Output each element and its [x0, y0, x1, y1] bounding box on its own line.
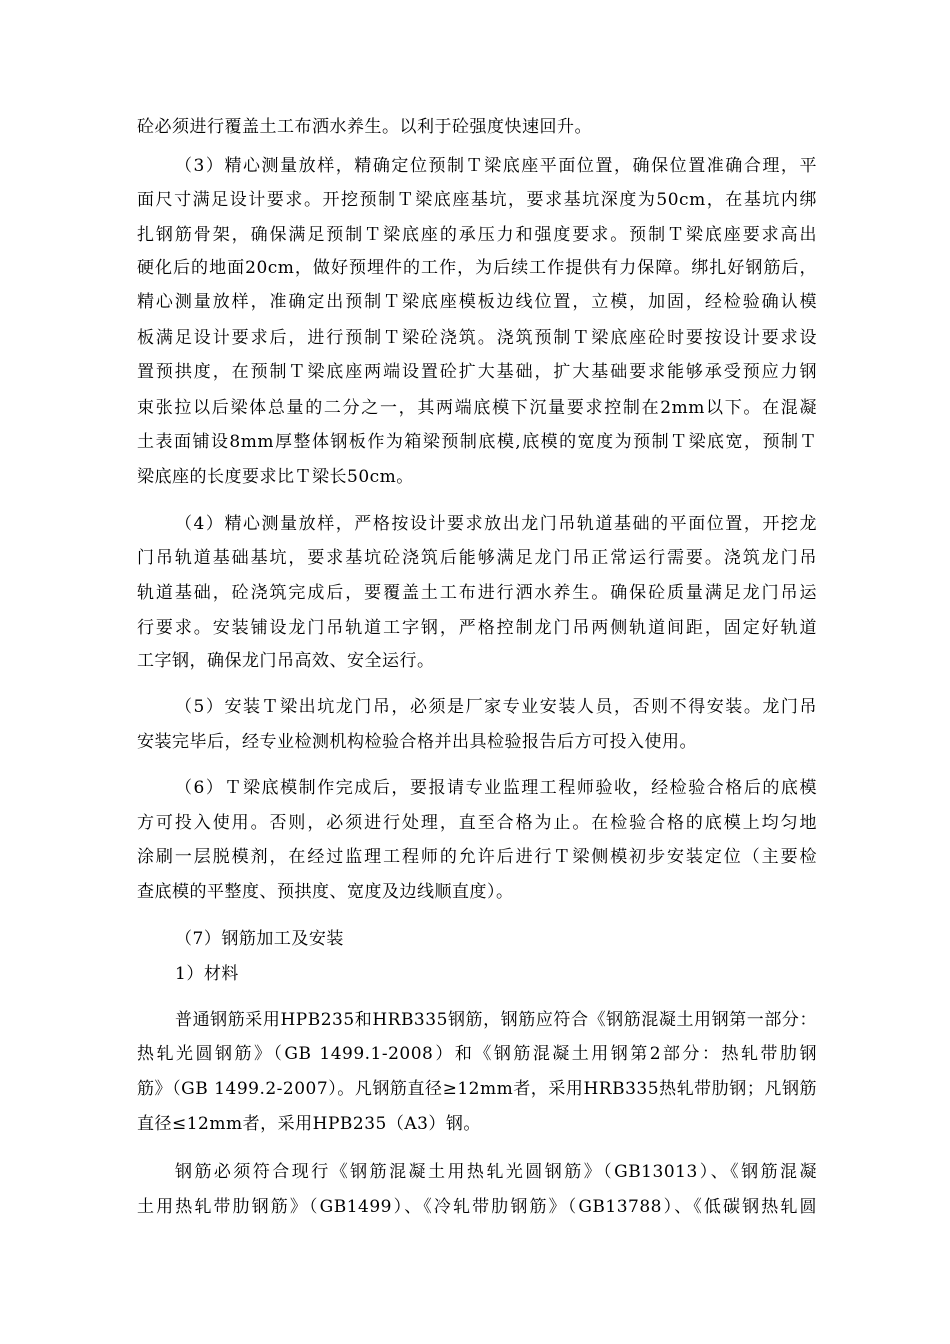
- text-line: （3）精心测量放样，精确定位预制Ｔ梁底座平面位置，确保位置准确合理，平: [175, 156, 817, 176]
- text-line: 精心测量放样，准确定出预制Ｔ梁底座模板边线位置，立模，加固，经检验确认模: [137, 292, 817, 312]
- text-line: 土用热轧带肋钢筋》（GB1499）、《冷轧带肋钢筋》（GB13788）、《低碳钢热轧圆: [137, 1197, 817, 1217]
- text-line: （5）安装Ｔ梁出坑龙门吊，必须是厂家专业安装人员，否则不得安装。龙门吊: [175, 697, 817, 717]
- text-line: 涂刷一层脱模剂，在经过监理工程师的允许后进行Ｔ梁侧模初步安装定位（主要检: [137, 847, 817, 867]
- text-line: 束张拉以后梁体总量的二分之一，其两端底模下沉量要求控制在2mm以下。在混凝: [137, 398, 817, 418]
- text-line: 普通钢筋采用HPB235和HRB335钢筋，钢筋应符合《钢筋混凝土用钢第一部分：: [175, 1010, 817, 1030]
- text-line: 门吊轨道基础基坑，要求基坑砼浇筑后能够满足龙门吊正常运行需要。浇筑龙门吊: [137, 548, 817, 568]
- text-line: 行要求。安装铺设龙门吊轨道工字钢，严格控制龙门吊两侧轨道间距，固定好轨道: [137, 618, 817, 638]
- text-line: 钢筋必须符合现行《钢筋混凝土用热轧光圆钢筋》（GB13013）、《钢筋混凝: [175, 1162, 817, 1182]
- text-line: 砼必须进行覆盖土工布洒水养生。以利于砼强度快速回升。: [137, 117, 592, 137]
- text-line: 轨道基础，砼浇筑完成后，要覆盖土工布进行洒水养生。确保砼质量满足龙门吊运: [137, 583, 817, 603]
- text-line: 梁底座的长度要求比Ｔ梁长50cm。: [137, 467, 414, 487]
- text-line: （6）Ｔ梁底模制作完成后，要报请专业监理工程师验收，经检验合格后的底模: [175, 778, 817, 798]
- text-line: 方可投入使用。否则，必须进行处理，直至合格为止。在检验合格的底模上均匀地: [137, 813, 817, 833]
- text-line: 安装完毕后，经专业检测机构检验合格并出具检验报告后方可投入使用。: [137, 732, 697, 752]
- text-line: （4）精心测量放样，严格按设计要求放出龙门吊轨道基础的平面位置，开挖龙: [175, 514, 817, 534]
- text-line: 工字钢，确保龙门吊高效、安全运行。: [137, 651, 435, 671]
- text-line: 硬化后的地面20cm，做好预埋件的工作，为后续工作提供有力保障。绑扎好钢筋后，: [137, 258, 817, 278]
- text-line: 1）材料: [175, 964, 239, 984]
- text-line: 面尺寸满足设计要求。开挖预制Ｔ梁底座基坑，要求基坑深度为50cm，在基坑内绑: [137, 190, 817, 210]
- text-line: 查底模的平整度、预拱度、宽度及边线顺直度）。: [137, 882, 514, 902]
- text-line: （7）钢筋加工及安装: [175, 929, 344, 949]
- text-line: 土表面铺设8mm厚整体钢板作为箱梁预制底模,底模的宽度为预制Ｔ梁底宽，预制Ｔ: [137, 432, 817, 452]
- text-line: 板满足设计要求后，进行预制Ｔ梁砼浇筑。浇筑预制Ｔ梁底座砼时要按设计要求设: [137, 328, 817, 348]
- text-line: 热轧光圆钢筋》（GB 1499.1-2008）和《钢筋混凝土用钢第2部分：热轧带肋钢: [137, 1044, 817, 1064]
- text-line: 置预拱度，在预制Ｔ梁底座两端设置砼扩大基础，扩大基础要求能够承受预应力钢: [137, 362, 817, 382]
- text-line: 扎钢筋骨架，确保满足预制Ｔ梁底座的承压力和强度要求。预制Ｔ梁底座要求高出: [137, 225, 817, 245]
- text-line: 筋》（GB 1499.2-2007）。凡钢筋直径≥12mm者，采用HRB335热轧带肋钢；凡钢筋: [137, 1079, 817, 1099]
- text-line: 直径≤12mm者，采用HPB235（A3）钢。: [137, 1114, 481, 1134]
